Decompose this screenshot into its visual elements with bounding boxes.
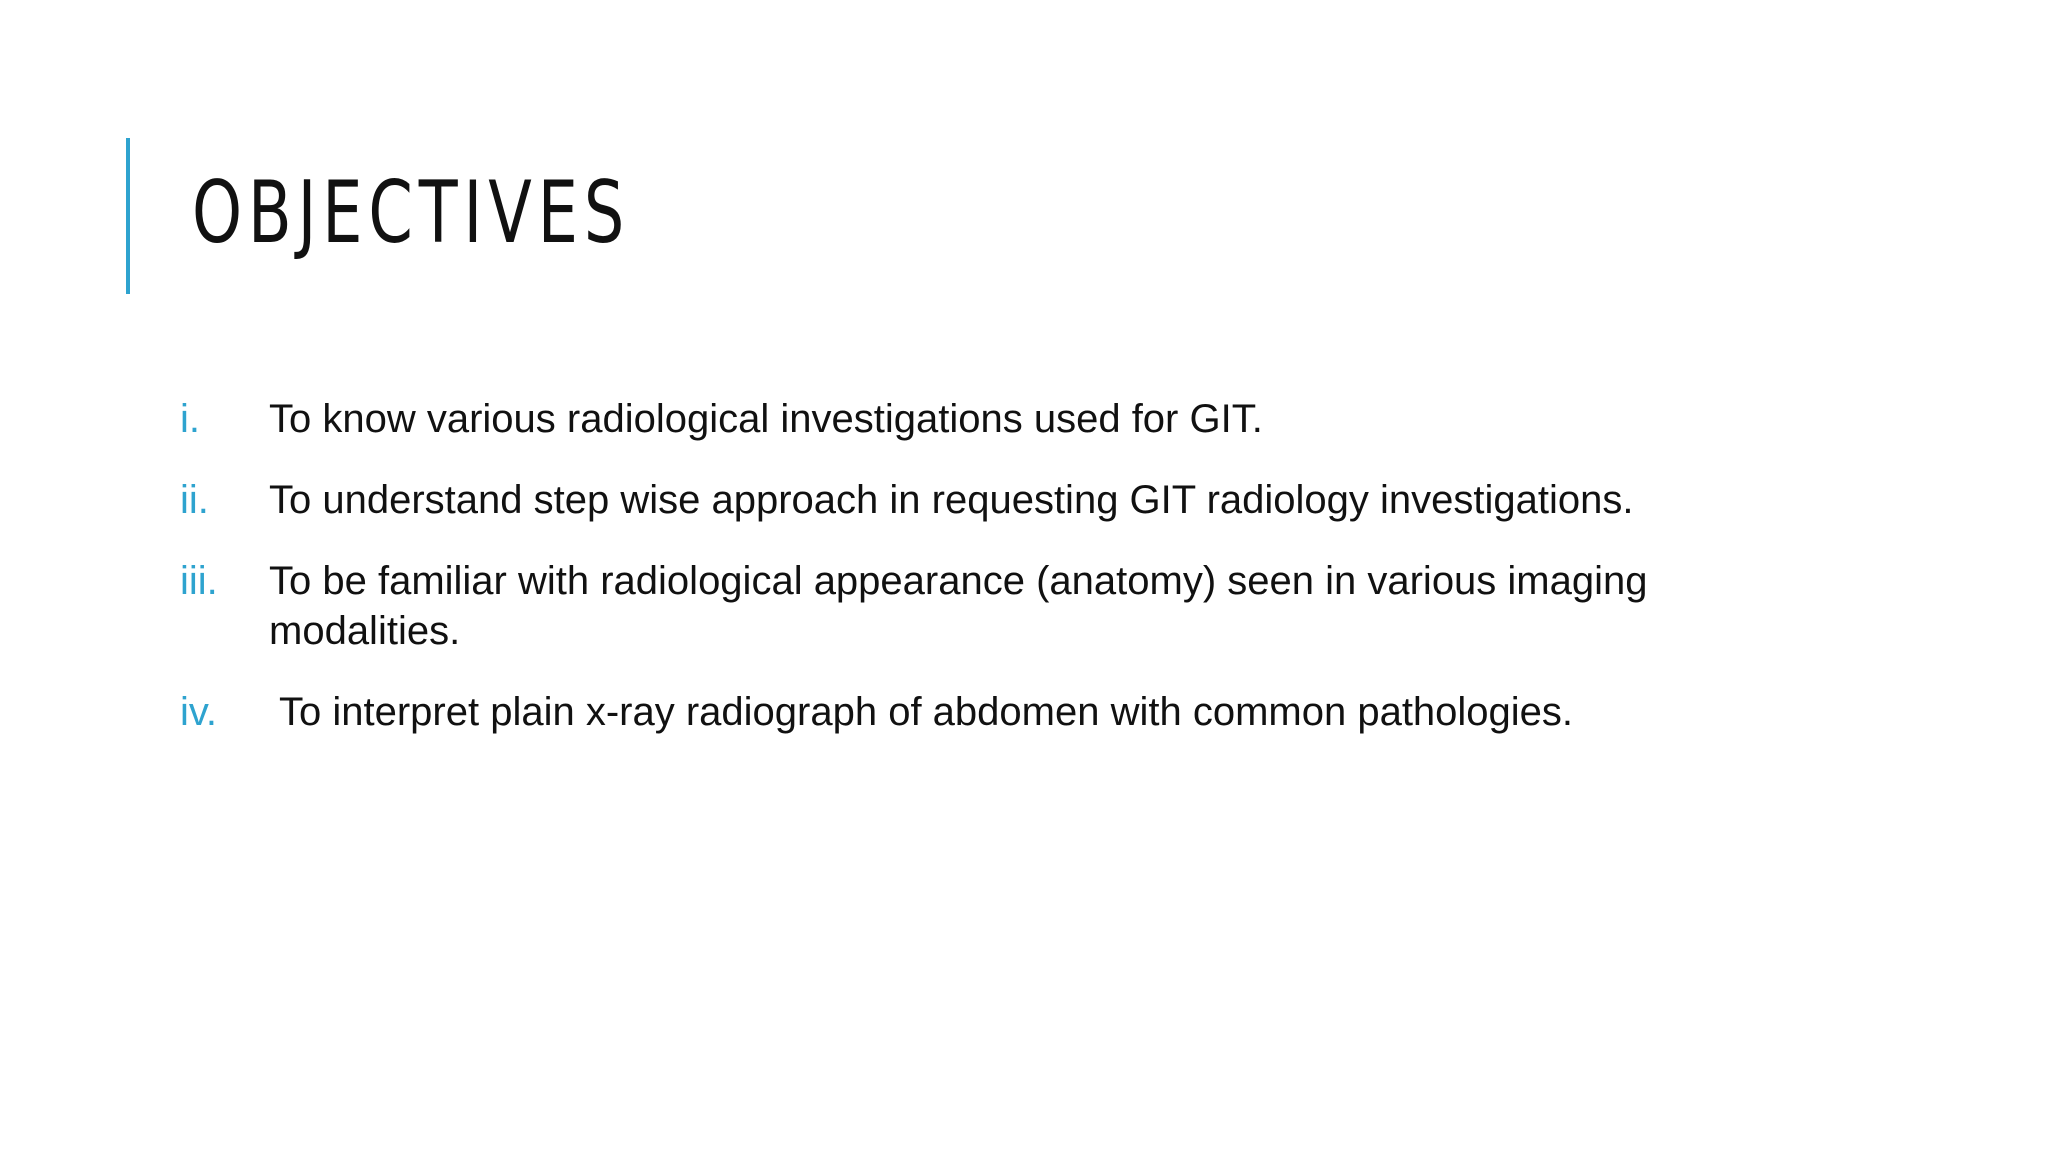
objective-numeral: i. — [180, 397, 200, 441]
objective-numeral: iv. — [180, 690, 218, 734]
objective-item-3 — [180, 556, 1820, 656]
objective-text: To be familiar with radiological appearance (anatomy) seen in various imaging modalities. — [269, 559, 1648, 653]
objective-text: To understand step wise approach in requesting GIT radiology investigations. — [269, 478, 1634, 522]
objective-text: To interpret plain x-ray radiograph of abdomen with common pathologies. — [279, 690, 1574, 734]
objective-numeral: iii. — [180, 559, 218, 603]
slide-title: OBJECTIVES — [192, 163, 631, 263]
objective-numeral: ii. — [180, 478, 209, 522]
objective-text: To know various radiological investigations used for GIT. — [269, 397, 1263, 441]
title-accent-bar — [126, 138, 130, 294]
objective-item-1 — [180, 394, 1820, 444]
objective-item-2 — [180, 475, 1820, 525]
objective-item-4 — [180, 687, 1820, 737]
objectives-list — [180, 394, 1820, 768]
